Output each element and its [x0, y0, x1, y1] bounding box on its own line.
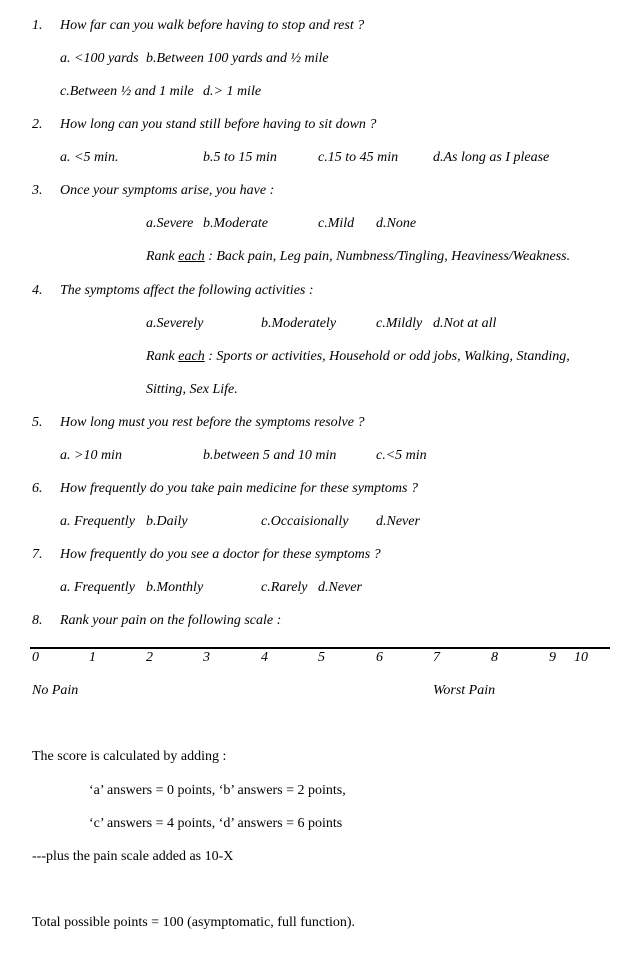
question-3-option-a: a.Severe: [146, 216, 194, 231]
question-7-option-d: d.Never: [318, 580, 362, 595]
question-4-number: 4.: [32, 283, 43, 298]
question-3-option-b: b.Moderate: [203, 216, 268, 231]
scale-tick-2: 2: [146, 650, 153, 665]
scale-tick-6: 6: [376, 650, 383, 665]
scoring-total: Total possible points = 100 (asymptomatic, full function).: [32, 915, 356, 930]
question-4-option-c: c.Mildly: [376, 316, 423, 331]
scale-tick-0: 0: [32, 650, 39, 665]
question-4-option-b: b.Moderately: [261, 316, 337, 331]
question-2-option-b: b.5 to 15 min: [203, 150, 277, 165]
scale-tick-3: 3: [203, 650, 210, 665]
question-6-option-c: c.Occaisionally: [261, 514, 349, 529]
question-2-option-d: d.As long as I please: [433, 150, 550, 165]
pain-scale-line: [30, 647, 610, 649]
question-2-option-c: c.15 to 45 min: [318, 150, 399, 165]
scoring-line-cd: ‘c’ answers = 4 points, ‘d’ answers = 6 points: [89, 816, 343, 831]
rank-prefix: Rank: [146, 249, 179, 264]
scale-tick-4: 4: [261, 650, 268, 665]
question-6-option-d: d.Never: [376, 514, 420, 529]
question-7-option-c: c.Rarely: [261, 580, 308, 595]
question-7-text: How frequently do you see a doctor for these symptoms ?: [60, 547, 381, 562]
scale-low-label: No Pain: [32, 683, 79, 698]
question-4-option-a: a.Severely: [146, 316, 204, 331]
scoring-pain-scale-note: ---plus the pain scale added as 10-X: [32, 849, 234, 864]
question-4-text: The symptoms affect the following activities :: [60, 283, 314, 298]
question-3-text: Once your symptoms arise, you have :: [60, 183, 275, 198]
question-6-text: How frequently do you take pain medicine for these symptoms ?: [60, 481, 418, 496]
scale-tick-9: 9: [549, 650, 556, 665]
question-8-number: 8.: [32, 613, 43, 628]
question-6-option-a: a. Frequently: [60, 514, 135, 529]
question-5-number: 5.: [32, 415, 43, 430]
question-4-rank-line: [146, 350, 570, 364]
question-6-number: 6.: [32, 481, 43, 496]
question-7-option-b: b.Monthly: [146, 580, 204, 595]
scale-tick-10: 10: [574, 650, 588, 665]
scale-tick-8: 8: [491, 650, 498, 665]
question-1-option-d: d.> 1 mile: [203, 84, 262, 99]
scale-tick-1: 1: [89, 650, 96, 665]
question-3-number: 3.: [32, 183, 43, 198]
question-3-rank-line: [146, 250, 570, 264]
question-4-rank-continuation: Sitting, Sex Life.: [146, 382, 238, 397]
question-3-option-d: d.None: [376, 216, 417, 231]
question-1-option-b: b.Between 100 yards and ½ mile: [146, 51, 329, 66]
question-7-number: 7.: [32, 547, 43, 562]
question-6-option-b: b.Daily: [146, 514, 188, 529]
rank-items: : Sports or activities, Household or odd jobs, Walking, Standing,: [204, 349, 570, 364]
question-2-option-a: a. <5 min.: [60, 150, 119, 165]
question-1-text: How far can you walk before having to stop and rest ?: [60, 18, 365, 33]
rank-each-word: each: [178, 349, 205, 364]
question-5-option-c: c.<5 min: [376, 448, 427, 463]
question-1-number: 1.: [32, 18, 43, 33]
question-7-option-a: a. Frequently: [60, 580, 135, 595]
question-5-option-a: a. >10 min: [60, 448, 122, 463]
scale-tick-7: 7: [433, 650, 440, 665]
question-5-option-b: b.between 5 and 10 min: [203, 448, 337, 463]
rank-items: : Back pain, Leg pain, Numbness/Tingling, Heaviness/Weakness.: [204, 249, 571, 264]
question-8-text: Rank your pain on the following scale :: [60, 613, 282, 628]
question-4-option-d: d.Not at all: [433, 316, 497, 331]
question-2-text: How long can you stand still before having to sit down ?: [60, 117, 377, 132]
scoring-line-ab: ‘a’ answers = 0 points, ‘b’ answers = 2 points,: [89, 783, 346, 798]
question-1-option-a: a. <100 yards: [60, 51, 139, 66]
scale-tick-5: 5: [318, 650, 325, 665]
question-1-option-c: c.Between ½ and 1 mile: [60, 84, 194, 99]
question-3-option-c: c.Mild: [318, 216, 355, 231]
question-5-text: How long must you rest before the symptoms resolve ?: [60, 415, 365, 430]
rank-prefix: Rank: [146, 349, 179, 364]
rank-each-word: each: [178, 249, 205, 264]
scoring-intro: The score is calculated by adding :: [32, 749, 227, 764]
question-2-number: 2.: [32, 117, 43, 132]
scale-high-label: Worst Pain: [433, 683, 496, 698]
